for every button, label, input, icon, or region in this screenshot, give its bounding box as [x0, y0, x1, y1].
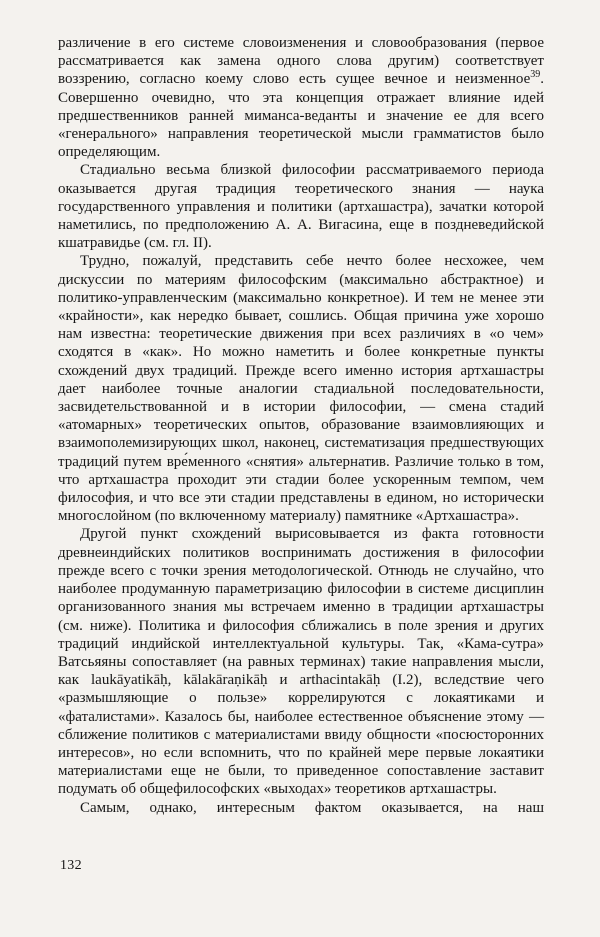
paragraph-1-continuation: . Совершенно очевидно, что эта концепция отражает влияние идей предшественников ранней миманса-веданты и значение ее для всего «генерального» направления теоретической мысли грамматистов было определяющим.: [58, 71, 544, 161]
footnote-marker: 39: [530, 69, 541, 81]
paragraph-1-text: различение в его системе словоизменения и словообразования (первое рассматривается как замена одного слова другим) соответствует воззрению, согласно коему слово есть сущее вечное и неизменное: [58, 35, 544, 88]
body-text: [58, 34, 544, 817]
paragraph-3: Трудно, пожалуй, представить себе нечто более несхожее, чем дискуссии по материям философским (максимально абстрактное) и политико-управленческим (максимально конкретное). И тем не менее эти «крайности», как нередко бывает, сошлись. Общая причина уже хорошо нам известна: теоретические движения при всех различиях в «о чем» сходятся в «как». Но можно наметить и более конкретные пункты схождений двух традиций. Прежде всего именно история артхашастры дает наиболее точные аналогии стадиальной последовательности, засвидетельствованной и в истории философии, — смена стадий «атомарных» теоретических опытов, образование взаимовлияющих и взаимополемизирующих школ, наконец, систематизация предшествующих традиций путем вре́менного «снятия» альтернатив. Различие только в том, что артхашастра проходит эти стадии более ускоренным темпом, чем философия, и что все эти стадии представлены в едином, но исторически многослойном (по включенному материалу) памятнике «Артхашастра».: [58, 253, 544, 525]
paragraph-5: Самым, однако, интересным фактом оказывается, на наш: [80, 799, 544, 816]
paragraph-1: [58, 34, 544, 161]
paragraph-2: Стадиально весьма близкой философии рассматриваемого периода оказывается другая традиция теоретического знания — наука государственного управления и политики (артхашастра), зачатки которой наметились, по предположению А. А. Вигасина, еще в поздневедийской кшатравидье (см. гл. II).: [58, 162, 544, 252]
page-number: 132: [60, 858, 82, 873]
paragraph-4: Другой пункт схождений вырисовывается из факта готовности древнеиндийских политиков воспринимать достижения в философии прежде всего с точки зрения методологической. Отнюдь не случайно, что наиболее продуманную параметризацию философии в системе дисциплин организованного знания мы встречаем именно в традиции артхашастры (см. ниже). Политика и философия сближались в поле зрения и других традиций индийской интеллектуальной культуры. Так, «Кама-сутра» Ватсьяяны сопоставляет (на равных терминах) такие направления мысли, как laukāyatikāḥ, kālakāraṇikāḥ и arthacintakāḥ (I.2), вследствие чего «размышляющие о пользе» коррелируются с локаятиками и «фаталистами». Казалось бы, наиболее естественное объяснение этому — сближение политиков с материалистами ввиду общности «посюсторонних интересов», но если вспомнить, что по крайней мере первые локаятики материалистами еще не были, то приведенное сопоставление заставит подумать об общефилософских «выходах» теоретиков артхашастры.: [58, 526, 544, 798]
